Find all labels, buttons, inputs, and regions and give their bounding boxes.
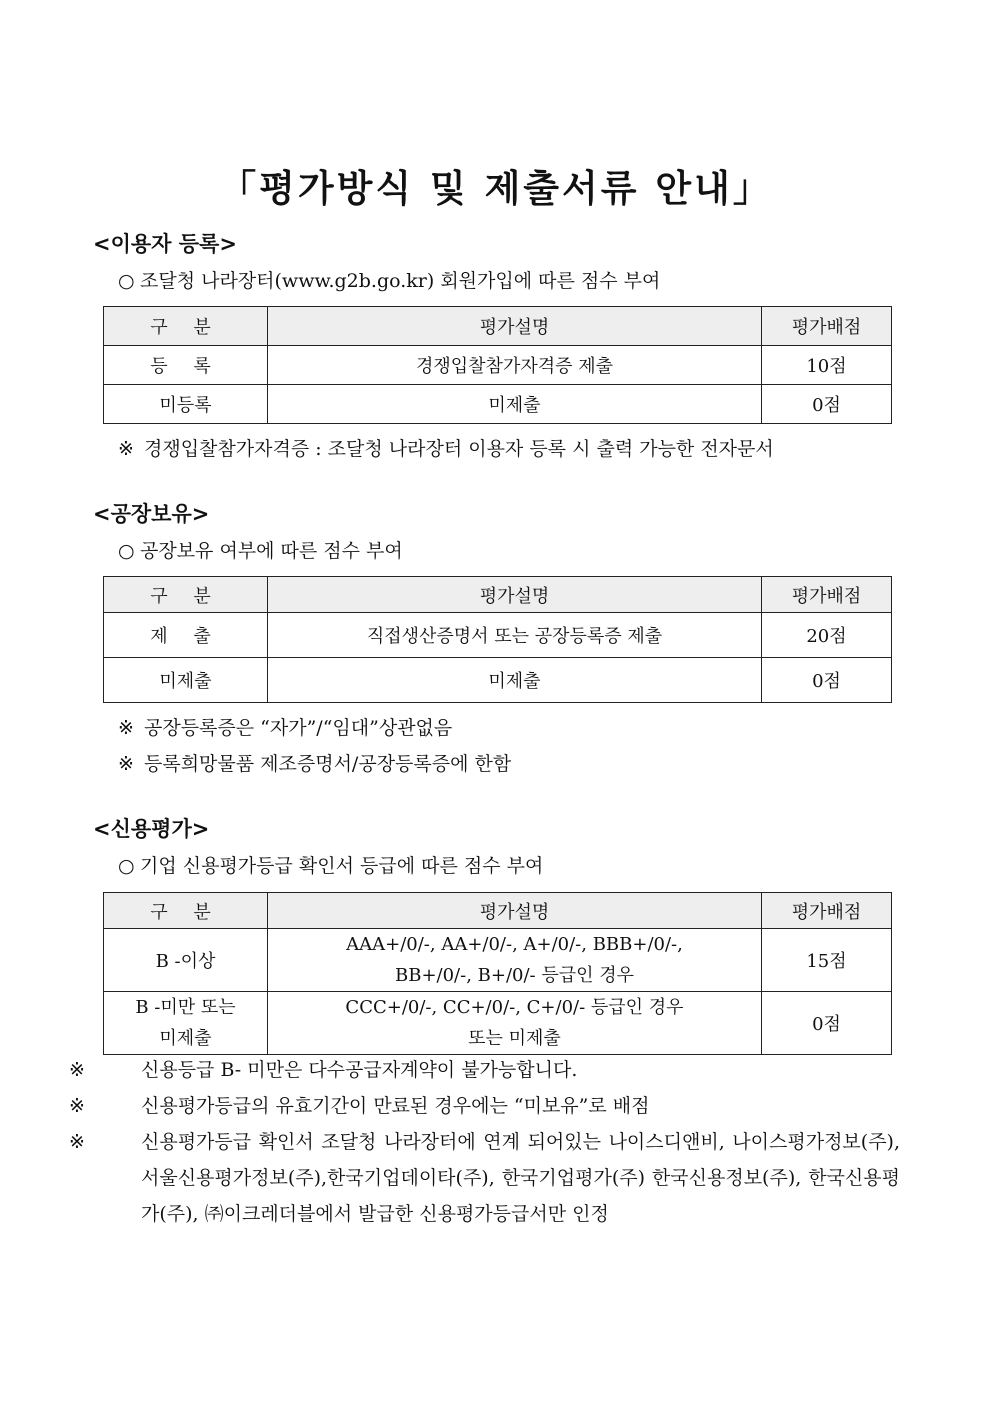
table-cell: 미제출: [268, 385, 762, 424]
note-text: 신용평가등급 확인서 조달청 나라장터에 연계 되어있는 나이스디앤비, 나이스평가정보(주), 서울신용평가정보(주),한국기업데이타(주), 한국기업평가(주) 한국신용정보(주), 한국신용평가(주), ㈜이크레더블에서 발급한 신용평가등급서만 인정: [141, 1131, 900, 1225]
table-cell: 직접생산증명서 또는 공장등록증 제출: [268, 613, 762, 658]
table-header: 구 분: [104, 307, 268, 346]
table-cell: 10점: [762, 346, 892, 385]
section-heading-credit-rating: <신용평가>: [93, 817, 210, 841]
note: [118, 434, 774, 461]
note-text: 등록희망물품 제조증명서/공장등록증에 한함: [144, 753, 512, 775]
section-heading-user-registration: <이용자 등록>: [93, 232, 237, 256]
table-cell: [268, 929, 762, 992]
section-heading-factory: <공장보유>: [93, 502, 210, 526]
table-cell: 0점: [762, 658, 892, 703]
note: [118, 713, 452, 740]
score-table-factory: [103, 576, 892, 703]
cell-line: 미제출: [159, 1028, 212, 1049]
note: [118, 749, 511, 776]
reference-mark-icon: ※: [118, 717, 134, 739]
bullet-circle-icon: ○: [118, 540, 135, 562]
table-cell: 15점: [762, 929, 892, 992]
note-text: 신용평가등급의 유효기간이 만료된 경우에는 “미보유”로 배점: [141, 1095, 650, 1117]
table-header: 평가설명: [268, 307, 762, 346]
table-cell: 0점: [762, 385, 892, 424]
cell-line: AAA+/0/-, AA+/0/-, A+/0/-, BBB+/0/-,: [346, 934, 683, 955]
table-cell: [268, 992, 762, 1055]
credit-notes: [69, 1052, 900, 1232]
table-cell: 미제출: [104, 658, 268, 703]
reference-mark-icon: ※: [118, 438, 134, 460]
reference-mark-icon: ※: [69, 1095, 85, 1117]
table-header: 평가배점: [762, 893, 892, 929]
table-cell: 20점: [762, 613, 892, 658]
table-cell: 미등록: [104, 385, 268, 424]
cell-line: B -미만 또는: [135, 997, 236, 1018]
note-text: 신용등급 B- 미만은 다수공급자계약이 불가능합니다.: [141, 1059, 578, 1081]
table-cell: 경쟁입찰참가자격증 제출: [268, 346, 762, 385]
bullet-text: 조달청 나라장터(www.g2b.go.kr) 회원가입에 따른 점수 부여: [140, 270, 661, 292]
note: [69, 1052, 900, 1088]
page-title: 「평가방식 및 제출서류 안내」: [219, 167, 773, 210]
table-cell: 등 록: [104, 346, 268, 385]
bullet-text: 기업 신용평가등급 확인서 등급에 따른 점수 부여: [140, 855, 544, 877]
table-cell: B -이상: [104, 929, 268, 992]
table-cell: 제 출: [104, 613, 268, 658]
table-header: 구 분: [104, 577, 268, 613]
table-cell: 0점: [762, 992, 892, 1055]
table-cell: [104, 992, 268, 1055]
note: [69, 1088, 900, 1124]
table-header: 평가설명: [268, 577, 762, 613]
table-header: 평가설명: [268, 893, 762, 929]
table-header: 평가배점: [762, 577, 892, 613]
score-table-credit: [103, 892, 892, 1055]
bullet-circle-icon: ○: [118, 855, 135, 877]
note: [69, 1124, 900, 1232]
bullet-text: 공장보유 여부에 따른 점수 부여: [140, 540, 403, 562]
score-table-registration: [103, 306, 892, 424]
cell-line: BB+/0/-, B+/0/- 등급인 경우: [395, 965, 634, 986]
note-text: 경쟁입찰참가자격증 : 조달청 나라장터 이용자 등록 시 출력 가능한 전자문서: [144, 438, 774, 460]
cell-line: CCC+/0/-, CC+/0/-, C+/0/- 등급인 경우: [345, 997, 684, 1018]
bullet-circle-icon: ○: [118, 270, 135, 292]
note-text: 공장등록증은 “자가”/“임대”상관없음: [144, 717, 453, 739]
section-bullet: [118, 851, 543, 878]
cell-line: 또는 미제출: [468, 1028, 561, 1049]
table-cell: 미제출: [268, 658, 762, 703]
section-bullet: [118, 266, 660, 293]
reference-mark-icon: ※: [69, 1131, 85, 1153]
reference-mark-icon: ※: [118, 753, 134, 775]
table-header: 구 분: [104, 893, 268, 929]
table-header: 평가배점: [762, 307, 892, 346]
section-bullet: [118, 536, 403, 563]
reference-mark-icon: ※: [69, 1059, 85, 1081]
